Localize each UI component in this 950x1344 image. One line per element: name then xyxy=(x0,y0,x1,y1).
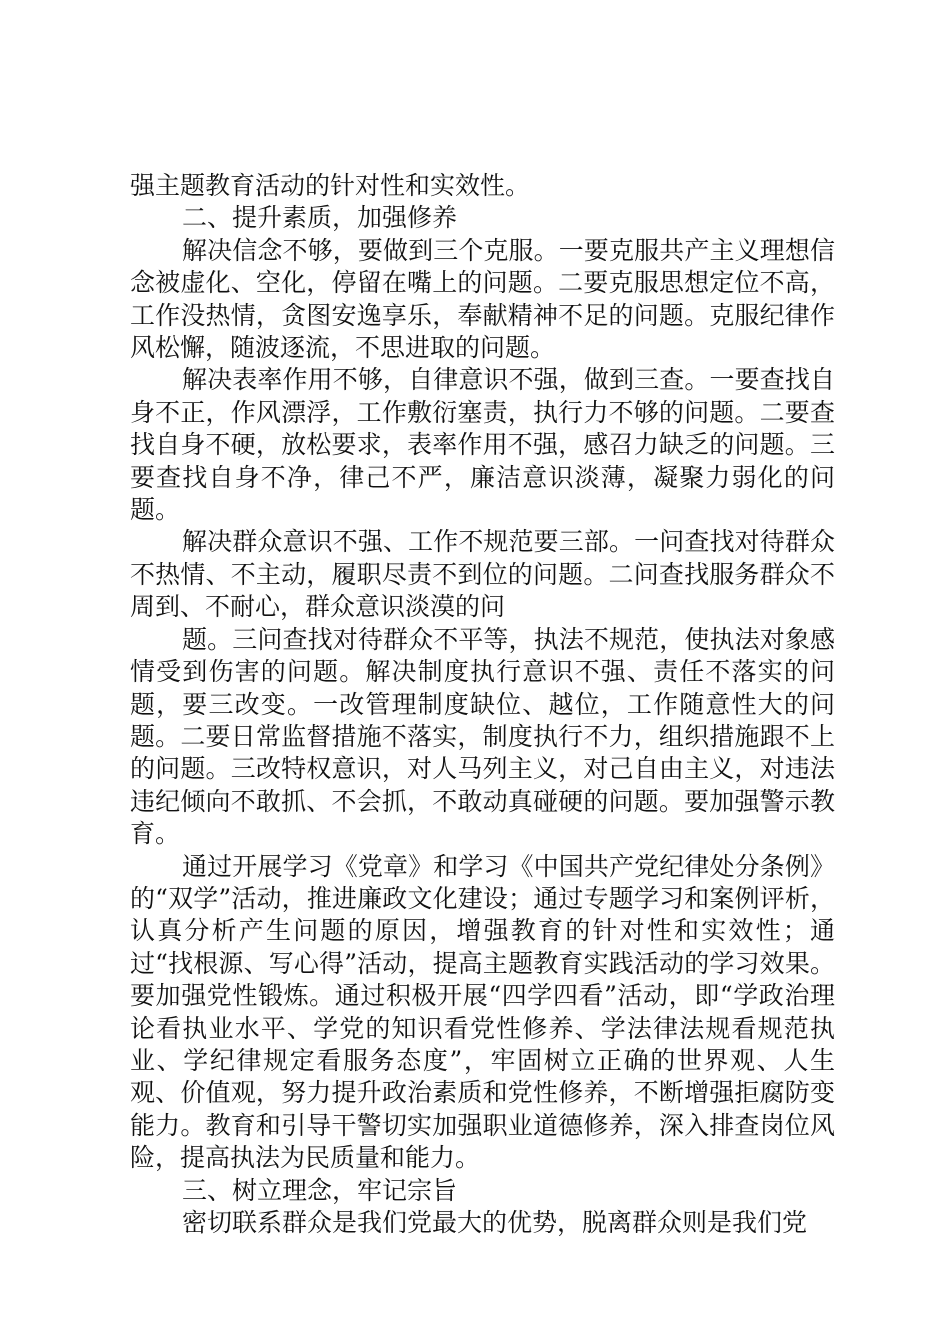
paragraph-role-model: 解决表率作用不够，自律意识不强，做到三查。一要查找自身不正，作风漂浮，工作敷衍塞责，执行力不够的问题。二要查找自身不硬，放松要求，表率作用不强，感召力缺乏的问题。三要查找自身不净，律己不严，廉洁意识淡薄，凝聚力弱化的问题。 xyxy=(130,365,835,525)
section-heading-3: 三、树立理念，牢记宗旨 xyxy=(182,1175,458,1205)
paragraph-mass-awareness-continued: 题。三问查找对待群众不平等，执法不规范，使执法对象感情受到伤害的问题。解决制度执行意识不强、责任不落实的问题，要三改变。一改管理制度缺位、越位，工作随意性大的问题。二要日常监督措施不落实，制度执行不力，组织措施跟不上的问题。三改特权意识，对人马列主义，对己自由主义，对违法违纪倾向不敢抓、不会抓，不敢动真碰硬的问题。要加强警示教育。 xyxy=(130,624,835,849)
paragraph-mass-awareness: 解决群众意识不强、工作不规范要三部。一问查找对待群众不热情、不主动，履职尽责不到位的问题。二问查找服务群众不周到、不耐心，群众意识淡漠的问 xyxy=(130,527,835,622)
paragraph-mass-line: 密切联系群众是我们党最大的优势，脱离群众则是我们党 xyxy=(182,1208,808,1237)
section-heading-2: 二、提升素质，加强修养 xyxy=(182,203,458,233)
document-body xyxy=(130,170,835,1239)
paragraph-belief: 解决信念不够，要做到三个克服。一要克服共产主义理想信念被虚化、空化，停留在嘴上的问题。二要克服思想定位不高，工作没热情，贪图安逸享乐，奉献精神不足的问题。克服纪律作风松懈，随波逐流，不思进取的问题。 xyxy=(130,235,835,363)
paragraph-continuation: 强主题教育活动的针对性和实效性。 xyxy=(130,171,531,200)
paragraph-study: 通过开展学习《党章》和学习《中国共产党纪律处分条例》的“双学”活动，推进廉政文化建设；通过专题学习和案例评析，认真分析产生问题的原因，增强教育的针对性和实效性；通过“找根源、写心得”活动，提高主题教育实践活动的学习效果。要加强党性锻炼。通过积极开展“四学四看”活动，即“学政治理论看执业水平、学党的知识看党性修养、学法律法规看规范执业、学纪律规定看服务态度”，牢固树立正确的世界观、人生观、价值观，努力提升政治素质和党性修养，不断增强拒腐防变能力。教育和引导干警切实加强职业道德修养，深入排查岗位风险，提高执法为民质量和能力。 xyxy=(130,851,835,1173)
